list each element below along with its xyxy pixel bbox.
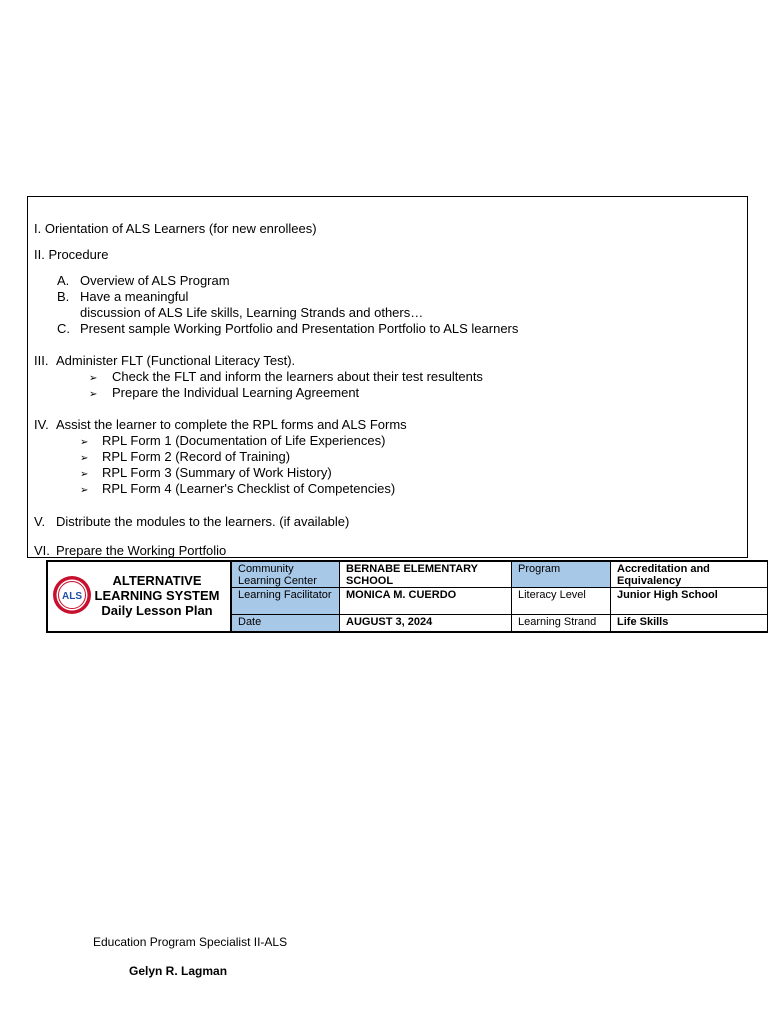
- lesson-procedure-box: [27, 196, 748, 558]
- sub-a-marker: A.: [57, 273, 70, 288]
- item-distribute-modules: [34, 514, 349, 530]
- date-value: AUGUST 3, 2024: [340, 615, 512, 631]
- daily-lesson-plan-title: Daily Lesson Plan: [101, 603, 213, 618]
- arrow-bullet-icon: ➢: [89, 389, 98, 400]
- lesson-plan-header-table: [46, 560, 768, 633]
- item3-text: Administer FLT (Functional Literacy Test).: [56, 353, 296, 368]
- signatory-name: Gelyn R. Lagman: [129, 964, 228, 978]
- item-orientation: I. Orientation of ALS Learners (for new enrollees): [34, 221, 317, 236]
- date-label: Date: [232, 615, 340, 631]
- arrow-bullet-icon: ➢: [89, 373, 98, 384]
- learning-strand-value: Life Skills: [611, 615, 768, 631]
- literacy-level-value: Junior High School: [611, 588, 768, 615]
- als-logo-cell: [48, 562, 232, 631]
- arrow-bullet-icon: ➢: [80, 437, 89, 448]
- facilitator-value: MONICA M. CUERDO: [340, 588, 512, 615]
- sub-c-marker: C.: [57, 321, 70, 336]
- arrow-bullet-icon: ➢: [80, 485, 89, 496]
- clc-label: Community Learning Center: [232, 562, 340, 588]
- bullet-text: Prepare the Individual Learning Agreement: [112, 385, 360, 400]
- bullet-ila: [89, 385, 359, 403]
- als-title-line-2: LEARNING SYSTEM: [94, 588, 220, 603]
- program-value: Accreditation and Equivalency: [611, 562, 768, 588]
- sub-item-b: [57, 289, 188, 305]
- arrow-bullet-icon: ➢: [80, 469, 89, 480]
- arrow-bullet-icon: ➢: [80, 453, 89, 464]
- sub-b-text-1: Have a meaningful: [80, 289, 189, 304]
- bullet-text: RPL Form 4 (Learner's Checklist of Competencies): [102, 481, 396, 496]
- seal-lettering: ALS: [62, 591, 82, 602]
- item-working-portfolio: [34, 543, 226, 559]
- item4-marker: IV.: [34, 417, 49, 432]
- item-assist-rpl: [34, 417, 407, 433]
- clc-value: BERNABE ELEMENTARY SCHOOL: [340, 562, 512, 588]
- sub-b-marker: B.: [57, 289, 70, 304]
- program-label: Program: [512, 562, 611, 588]
- learning-strand-label: Learning Strand: [512, 615, 611, 631]
- item-administer-flt: [34, 353, 295, 369]
- bullet-text: RPL Form 2 (Record of Training): [102, 449, 291, 464]
- signatory-role: Education Program Specialist II-ALS: [93, 935, 288, 949]
- literacy-level-label: Literacy Level: [512, 588, 611, 615]
- bullet-text: RPL Form 3 (Summary of Work History): [102, 465, 332, 480]
- item4-text: Assist the learner to complete the RPL forms and ALS Forms: [56, 417, 407, 432]
- sub-b-text-2: discussion of ALS Life skills, Learning Strands and others…: [80, 305, 424, 320]
- item5-marker: V.: [34, 514, 46, 529]
- facilitator-label: Learning Facilitator: [232, 588, 340, 615]
- item3-marker: III.: [34, 353, 49, 368]
- als-title-line-1: ALTERNATIVE: [112, 573, 202, 588]
- bullet-rpl-form-4: [80, 481, 395, 499]
- sub-item-a: [57, 273, 230, 289]
- bullet-text: RPL Form 1 (Documentation of Life Experiences): [102, 433, 386, 448]
- item5-text: Distribute the modules to the learners. (if available): [56, 514, 350, 529]
- bullet-text: Check the FLT and inform the learners about their test resultents: [112, 369, 483, 384]
- item6-text: Prepare the Working Portfolio: [56, 543, 227, 558]
- item-procedure: II. Procedure: [34, 247, 109, 262]
- sub-c-text: Present sample Working Portfolio and Presentation Portfolio to ALS learners: [80, 321, 519, 336]
- item6-marker: VI.: [34, 543, 50, 558]
- sub-item-c: [57, 321, 518, 337]
- sub-a-text: Overview of ALS Program: [80, 273, 230, 288]
- als-seal-icon: [52, 575, 92, 615]
